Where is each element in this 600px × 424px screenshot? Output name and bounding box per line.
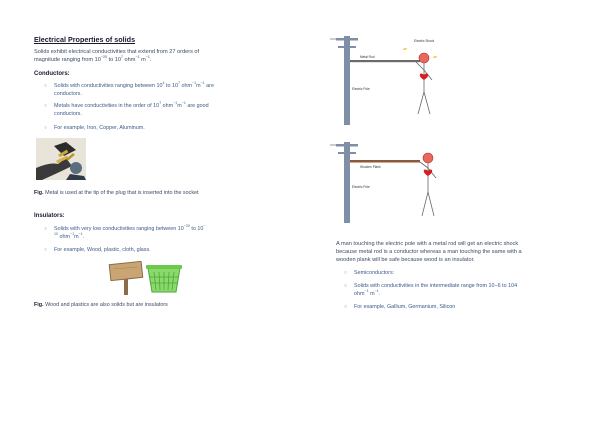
- conductors-heading: Conductors:: [34, 71, 70, 77]
- bullet-dot: ○: [44, 247, 48, 253]
- bullet-dot: ○: [44, 103, 48, 109]
- plastic-basket-image: [146, 262, 182, 294]
- semiconductor-bullet-1: ○ Solids with conductivities in the intermediate range from 10−6 to 104 ohm$^{-1}$ $m^{-1}$.: [344, 283, 518, 297]
- pole-label: Electric Pole: [352, 185, 370, 189]
- electric-pole: [344, 36, 350, 125]
- insulator-bullet-2: ○ For example, Wood, plastic, cloth, glass.: [44, 247, 151, 253]
- semiconductors-heading: ○ Semiconductors:: [344, 270, 395, 276]
- bullet-dot: ○: [44, 226, 48, 232]
- bullet-dot: ○: [344, 270, 348, 276]
- figure-caption-1: Fig. Metal is used at the tip of the plug that is inserted into the socket: [34, 190, 199, 196]
- bullet-dot: ○: [344, 283, 348, 289]
- intro-line-2: magnitude ranging from $10^{-20}$ to $10^7$ ohm$^{-1}$ $m^{-1}$.: [34, 55, 152, 63]
- metal-rod-diagram: [330, 30, 465, 125]
- person-head: [419, 53, 429, 63]
- bullet-dot: ○: [344, 304, 348, 310]
- plug-photo: [36, 138, 86, 180]
- plank-label: Wooden Plank: [360, 165, 381, 169]
- person-head: [423, 153, 433, 163]
- spark-icon: [432, 52, 438, 62]
- wooden-plank: [350, 160, 420, 163]
- intro-paragraph: [34, 48, 294, 64]
- metal-rod: [350, 60, 420, 62]
- spark-icon: [402, 44, 408, 54]
- conductor-bullet-1: ○ Solids with conductivities ranging between $10^4$ to $10^7$ $ohm^{-1}m^{-1}$ are conductors.: [44, 81, 214, 97]
- wooden-sign-image: [108, 261, 144, 295]
- shock-label: Electric Shock: [414, 39, 435, 43]
- wooden-plank-diagram: [330, 138, 465, 223]
- conductor-bullet-3: ○ For example, Iron, Copper, Aluminum.: [44, 125, 145, 131]
- diagram-description: A man touching the electric pole with a metal rod will get an electric shock because metal rod is a conductor whereas a man touching the same with a wooden plank will be safe because wood is an insulator.: [336, 241, 522, 263]
- rod-label: Metal Rod: [360, 55, 375, 59]
- semiconductor-bullet-2: ○ For example, Gallium, Germanium, Silicon: [344, 304, 456, 310]
- insulators-heading: Insulators:: [34, 213, 65, 219]
- page-title: Electrical Properties of solids: [34, 35, 136, 44]
- figure-caption-2: Fig. Wood and plastics are also solids but are insulators: [34, 302, 168, 308]
- pole-label: Electric Pole: [352, 87, 370, 91]
- conductor-bullet-2: ○ Metals have conductivities in the order of $10^7$ $ohm^{-1}m^{-1}$ are good conductors.: [44, 101, 209, 117]
- bullet-dot: ○: [44, 83, 48, 89]
- bullet-dot: ○: [44, 125, 48, 131]
- intro-line-1: Solids exhibit electrical conductivities that extend from 27 orders of: [34, 49, 200, 55]
- electric-pole: [344, 142, 350, 223]
- insulator-bullet-1: ○ Solids with very low conductivities ranging between $10^{-20}$ to 10− $^{10}$ $ohm^{-1}m^{-1}$.: [44, 224, 206, 240]
